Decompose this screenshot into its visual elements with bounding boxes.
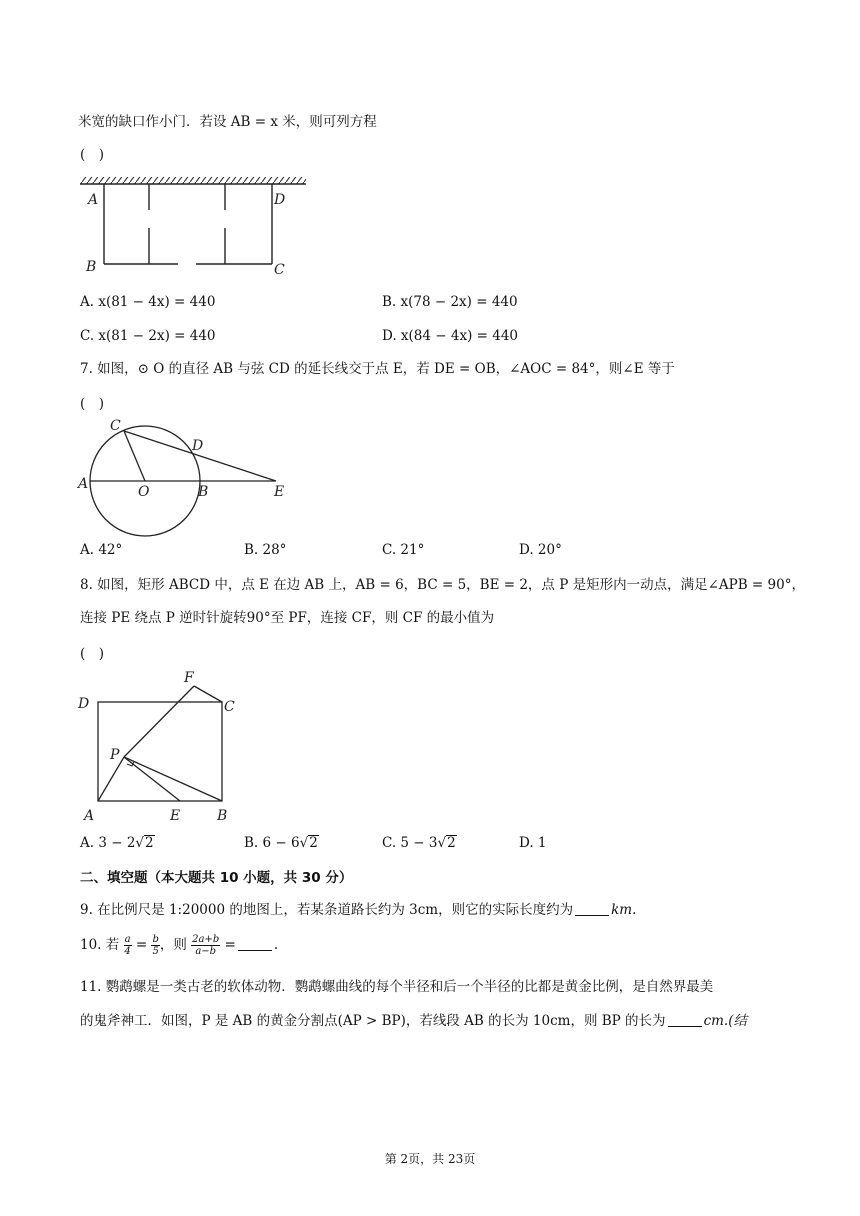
q10-period: . [273,937,279,953]
q7-label-B: B [198,484,209,500]
q9-line [80,901,636,919]
q7-option-b[interactable]: B. 28° [244,542,287,558]
q10-equals: = [135,937,148,953]
q9-answer-blank[interactable] [575,901,609,916]
q7-label-C: C [110,418,121,434]
q7-label-D: D [192,438,204,454]
q10-fraction-a-4: $\frac{a}{4}$ [124,934,131,957]
q6-figure [76,174,316,280]
q8-answer-paren: ( ) [80,646,105,662]
q6-option-a[interactable]: A. x(81 − 4x) = 440 [80,294,216,310]
page-footer: 第 2页，共 23页 [384,1152,476,1166]
q8-option-b[interactable]: B. 6 − 6√2 [244,835,318,851]
q10-line [80,933,278,957]
q8-figure [74,666,254,826]
section-heading: 二、填空题（本大题共 10 小题，共 30 分） [80,870,353,886]
q7-answer-paren: ( ) [80,396,105,412]
q8-option-a-radicand: 2 [145,835,154,851]
q8-option-a-text: A. 3 − 2 [80,835,136,851]
q7-option-c[interactable]: C. 21° [382,542,425,558]
q10-fraction-b-5: $\frac{b}{5}$ [152,934,159,957]
q8-label-E: E [170,808,181,824]
q8-label-P: P [110,747,120,763]
q11-unit: cm.(结 [703,1013,747,1029]
q7-label-A: A [78,476,89,492]
q7-option-a[interactable]: A. 42° [80,542,123,558]
q10-answer-blank[interactable] [238,936,272,951]
q11-answer-blank[interactable] [668,1012,702,1027]
q6-label-B: B [86,259,97,275]
q7-option-d[interactable]: D. 20° [519,542,562,558]
q8-option-a[interactable]: A. 3 − 2√2 [80,835,154,851]
q8-label-D: D [78,696,90,712]
q6-answer-paren: ( ) [80,147,105,163]
q6-label-D: D [274,192,286,208]
q8-label-B: B [217,808,228,824]
q7-figure [74,414,300,538]
q6-option-b[interactable]: B. x(78 − 2x) = 440 [382,294,518,310]
q8-option-d[interactable]: D. 1 [519,835,547,851]
q10-fraction-expression: $\frac{2a+b}{a-b}$ [192,934,220,957]
q10-text-mid: ，则 [159,937,187,953]
wall-hatch [80,177,306,184]
q8-stem-line2: 连接 PE 绕点 P 逆时针旋转90°至 PF，连接 CF，则 CF 的最小值为 [80,610,495,626]
q7-stem: 7. 如图，⊙ O 的直径 AB 与弦 CD 的延长线交于点 E，若 DE = OB，∠AOC = 84°，则∠E 等于 [80,361,675,377]
q8-option-b-text: B. 6 − 6 [244,835,300,851]
q6-option-d[interactable]: D. x(84 − 4x) = 440 [382,328,519,344]
q6-label-A: A [88,192,99,208]
q10-text-pre: 10. 若 [80,937,120,953]
q6-option-c[interactable]: C. x(81 − 2x) = 440 [80,328,216,344]
q11-line1: 11. 鹦鹉螺是一类古老的软体动物．鹦鹉螺曲线的每个半径和后一个半径的比都是黄金比例，是自然界最美 [80,979,714,995]
q10-equals-2: = [224,937,236,953]
q9-text: 9. 在比例尺是 1:20000 的地图上，若某条道路长约为 3cm，则它的实际长度约为 [80,902,574,918]
q8-label-A: A [84,808,95,824]
q8-option-b-radicand: 2 [309,835,318,851]
q6-stem-tail: 米宽的缺口作小门．若设 AB = x 米，则可列方程 [78,114,377,130]
q9-unit: km. [611,902,637,918]
q8-option-c-text: C. 5 − 3 [382,835,438,851]
q8-option-c-radicand: 2 [447,835,456,851]
q8-label-C: C [224,699,235,715]
q8-label-F: F [184,670,194,686]
q8-option-c[interactable]: C. 5 − 3√2 [382,835,456,851]
q11-line2 [80,1012,747,1030]
q7-label-O: O [138,484,150,500]
q11-text: 的鬼斧神工．如图，P 是 AB 的黄金分割点(AP > BP)，若线段 AB 的长为 10cm，则 BP 的长为 [80,1013,666,1029]
q6-label-C: C [274,262,285,278]
q7-label-E: E [274,484,285,500]
q8-stem-line1: 8. 如图，矩形 ABCD 中，点 E 在边 AB 上，AB = 6，BC = 5，BE = 2，点 P 是矩形内一动点，满足∠APB = 90°， [80,577,805,593]
